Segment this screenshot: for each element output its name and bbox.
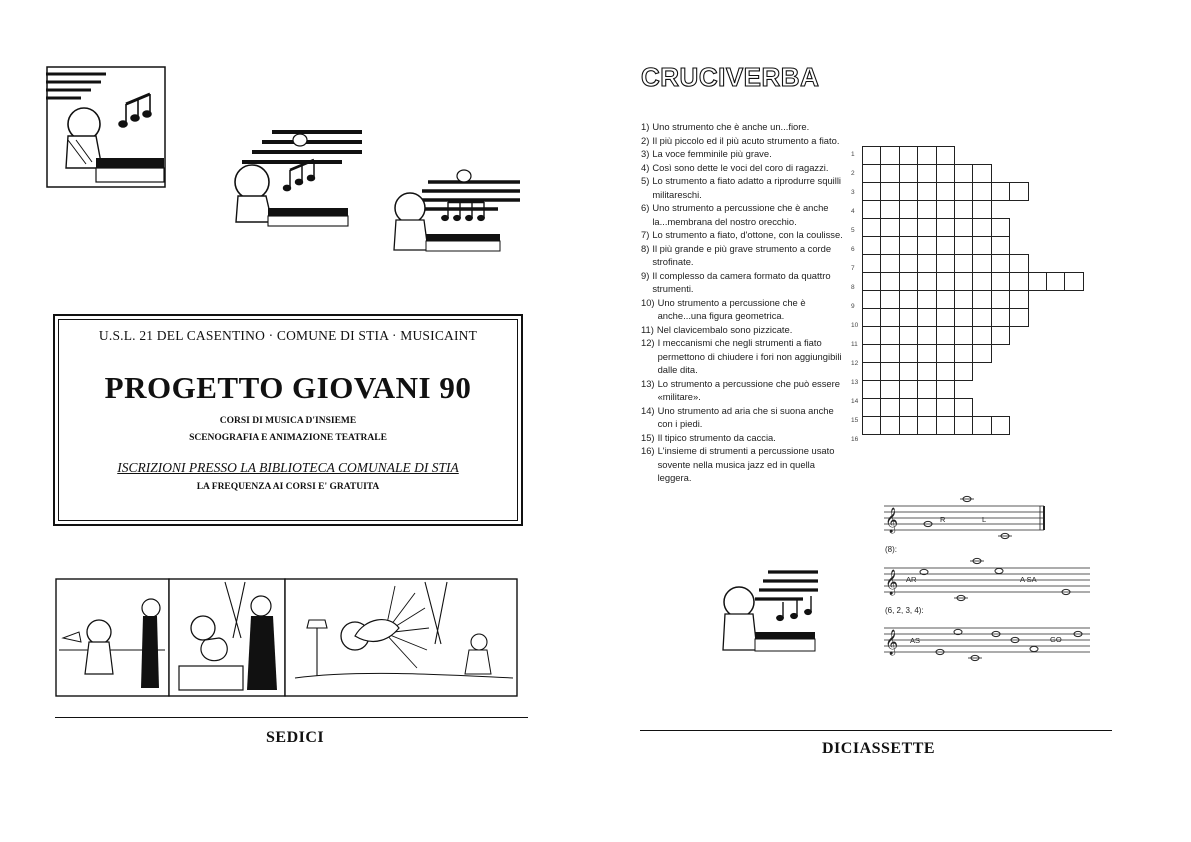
staff2-letters-asa: A SA [1020, 575, 1037, 584]
grid-row [863, 308, 1029, 327]
clue-text: I meccanismi che negli strumenti a fiato permettono di chiudere i fori non aggiungibili dalle dita. [657, 337, 842, 375]
grid-cell[interactable] [862, 362, 881, 381]
grid-cell[interactable] [899, 146, 918, 165]
clue-item [641, 174, 849, 201]
grid-cell[interactable] [954, 236, 973, 255]
grid-cell[interactable] [1028, 272, 1047, 291]
grid-cell[interactable] [972, 272, 991, 291]
clue-text: Nel clavicembalo sono pizzicate. [656, 323, 793, 335]
grid-cell[interactable] [899, 308, 918, 327]
grid-cell[interactable] [917, 416, 936, 435]
clue-number: 15) [641, 431, 655, 443]
grid-row-number: 15 [851, 417, 859, 424]
clue-number: 3) [641, 148, 650, 159]
grid-cell[interactable] [954, 218, 973, 237]
grid-row [863, 146, 955, 165]
grid-row [863, 398, 973, 417]
grid-row [863, 344, 992, 363]
grid-row-number: 13 [851, 379, 859, 386]
grid-cell[interactable] [917, 182, 936, 201]
grid-cell[interactable] [1009, 272, 1028, 291]
grid-cell[interactable] [917, 344, 936, 363]
clue-text: Il complesso da camera formato da quattro strumenti. [652, 269, 831, 294]
clue-item [641, 336, 849, 377]
clue-item [641, 228, 849, 242]
clue-number: 4) [641, 161, 650, 173]
grid-cell[interactable] [936, 344, 955, 363]
grid-cell[interactable] [862, 200, 881, 219]
clue-text: Il tipico strumento da caccia. [657, 431, 776, 443]
svg-text:𝄞: 𝄞 [885, 508, 899, 533]
grid-cell[interactable] [954, 398, 973, 417]
staff2-label: (8): [885, 545, 897, 554]
clue-number: 6) [641, 202, 650, 213]
grid-row-number: 10 [851, 322, 859, 329]
enrollment-info: ISCRIZIONI PRESSO LA BIBLIOTECA COMUNALE DI STIA [117, 460, 459, 475]
grid-cell[interactable] [1046, 272, 1065, 291]
clue-item [641, 296, 849, 323]
clue-item [641, 242, 849, 269]
grid-cell[interactable] [936, 326, 955, 345]
grid-row [863, 290, 1029, 309]
grid-cell[interactable] [936, 146, 955, 165]
grid-cell[interactable] [899, 362, 918, 381]
grid-cell[interactable] [1064, 272, 1083, 291]
grid-cell[interactable] [991, 308, 1010, 327]
clue-text: La voce femminile più grave. [652, 148, 772, 159]
grid-cell[interactable] [1009, 308, 1028, 327]
grid-cell[interactable] [917, 362, 936, 381]
grid-cell[interactable] [954, 182, 973, 201]
grid-row-number: 6 [851, 246, 855, 253]
clue-number: 2) [641, 134, 650, 146]
project-title: PROGETTO GIOVANI 90 [104, 370, 472, 405]
clue-number: 11) [641, 323, 654, 335]
grid-cell[interactable] [862, 254, 881, 273]
clue-number: 8) [641, 242, 650, 254]
clue-text: Lo strumento a percussione che può essere «militare». [657, 377, 840, 402]
grid-cell[interactable] [862, 326, 881, 345]
clue-item [641, 161, 849, 175]
grid-cell[interactable] [899, 218, 918, 237]
clue-number: 5) [641, 175, 650, 186]
grid-row [863, 182, 1029, 201]
grid-cell[interactable] [917, 200, 936, 219]
grid-cell[interactable] [936, 236, 955, 255]
grid-cell[interactable] [954, 164, 973, 183]
clue-text: Uno strumento a percussione che è anche la...membrana del nostro orecchio. [652, 202, 829, 227]
grid-cell[interactable] [862, 416, 881, 435]
crossword-title: CRUCIVERBA [641, 62, 820, 92]
comic-schroeder-bird-notes [378, 164, 520, 256]
grid-cell[interactable] [880, 146, 899, 165]
music-staff-1 [884, 494, 1060, 544]
grid-cell[interactable] [899, 326, 918, 345]
staff3-letters-go: GO [1050, 635, 1062, 644]
clue-text: Il più grande e più grave strumento a corde strofinate. [652, 242, 832, 267]
course-music: CORSI DI MUSICA D'INSIEME [219, 416, 357, 426]
grid-cell[interactable] [954, 272, 973, 291]
grid-cell[interactable] [936, 182, 955, 201]
clue-item [641, 269, 849, 296]
grid-cell[interactable] [917, 272, 936, 291]
grid-cell[interactable] [972, 416, 991, 435]
grid-cell[interactable] [972, 236, 991, 255]
grid-cell[interactable] [936, 380, 955, 399]
grid-cell[interactable] [880, 272, 899, 291]
grid-cell[interactable] [972, 218, 991, 237]
comic-panel-schroeder-piano [46, 66, 166, 188]
clue-item [641, 134, 849, 148]
right-page-number: DICIASSETTE [822, 740, 936, 757]
grid-cell[interactable] [880, 200, 899, 219]
grid-row [863, 254, 1029, 273]
grid-row-number: 11 [851, 341, 858, 348]
grid-cell[interactable] [991, 254, 1010, 273]
clue-number: 1) [641, 121, 650, 132]
grid-cell[interactable] [917, 164, 936, 183]
grid-cell[interactable] [899, 398, 918, 417]
grid-cell[interactable] [917, 236, 936, 255]
music-staff-3 [884, 616, 1104, 666]
clue-item [641, 404, 849, 431]
grid-cell[interactable] [862, 290, 881, 309]
grid-cell[interactable] [917, 380, 936, 399]
grid-row-number: 16 [851, 436, 859, 443]
grid-cell[interactable] [880, 254, 899, 273]
svg-text:𝄞: 𝄞 [885, 570, 899, 595]
grid-cell[interactable] [899, 272, 918, 291]
grid-cell[interactable] [917, 218, 936, 237]
grid-cell[interactable] [1009, 182, 1028, 201]
grid-cell[interactable] [972, 164, 991, 183]
grid-cell[interactable] [936, 254, 955, 273]
clue-number: 13) [641, 377, 655, 389]
staff1-letter-l: L [982, 515, 987, 524]
grid-cell[interactable] [899, 254, 918, 273]
grid-cell[interactable] [880, 362, 899, 381]
clue-number: 10) [641, 296, 655, 308]
grid-cell[interactable] [862, 344, 881, 363]
organizers-line: U.S.L. 21 DEL CASENTINO · COMUNE DI STIA · MUSICAINT [98, 328, 478, 343]
svg-text:𝄞: 𝄞 [885, 630, 899, 655]
grid-cell[interactable] [936, 362, 955, 381]
clue-item [641, 377, 849, 404]
grid-cell[interactable] [917, 290, 936, 309]
clue-item [641, 431, 849, 445]
clue-text: L'insieme di strumenti a percussione usato sovente nella musica jazz ed in quella leggera. [657, 445, 835, 483]
staff2-letters-ar: AR [906, 575, 917, 584]
grid-cell[interactable] [972, 254, 991, 273]
grid-cell[interactable] [880, 218, 899, 237]
clue-text: Lo strumento a fiato adatto a riprodurre squilli militareschi. [652, 175, 841, 200]
clue-item [641, 147, 849, 161]
grid-cell[interactable] [880, 236, 899, 255]
grid-cell[interactable] [917, 326, 936, 345]
comic-strip-tuba [55, 578, 518, 698]
grid-cell[interactable] [862, 272, 881, 291]
grid-cell[interactable] [862, 398, 881, 417]
comic-schroeder-woodstock [212, 122, 362, 228]
grid-row [863, 272, 1084, 291]
grid-cell[interactable] [991, 236, 1010, 255]
grid-row-number: 12 [851, 360, 859, 367]
clue-number: 9) [641, 269, 650, 281]
clue-number: 7) [641, 229, 650, 240]
grid-cell[interactable] [880, 380, 899, 399]
course-announcement-box [53, 314, 523, 526]
grid-cell[interactable] [880, 416, 899, 435]
grid-cell[interactable] [880, 182, 899, 201]
grid-cell[interactable] [862, 146, 881, 165]
grid-row [863, 164, 992, 183]
grid-cell[interactable] [936, 218, 955, 237]
grid-row-number: 7 [851, 265, 855, 272]
grid-cell[interactable] [954, 344, 973, 363]
grid-cell[interactable] [936, 272, 955, 291]
grid-cell[interactable] [972, 326, 991, 345]
grid-row-number: 3 [851, 189, 855, 196]
staff3-label: (6, 2, 3, 4): [885, 606, 924, 615]
grid-cell[interactable] [972, 290, 991, 309]
clue-list [641, 120, 849, 485]
grid-cell[interactable] [954, 416, 973, 435]
grid-row-number: 4 [851, 208, 855, 215]
clue-number: 14) [641, 404, 655, 416]
grid-cell[interactable] [880, 344, 899, 363]
comic-schroeder-small [713, 566, 818, 660]
grid-cell[interactable] [936, 200, 955, 219]
grid-cell[interactable] [899, 290, 918, 309]
grid-cell[interactable] [954, 308, 973, 327]
grid-cell[interactable] [1009, 290, 1028, 309]
grid-cell[interactable] [936, 416, 955, 435]
staff1-letter-r: R [940, 515, 946, 524]
clue-text: Il più piccolo ed il più acuto strumento a fiato. [652, 134, 840, 146]
grid-cell[interactable] [862, 380, 881, 399]
grid-cell[interactable] [862, 236, 881, 255]
clue-number: 12) [641, 337, 655, 348]
grid-cell[interactable] [917, 254, 936, 273]
grid-cell[interactable] [954, 254, 973, 273]
grid-cell[interactable] [880, 398, 899, 417]
left-page-number: SEDICI [266, 729, 325, 746]
grid-cell[interactable] [972, 200, 991, 219]
grid-cell[interactable] [991, 182, 1010, 201]
left-footer-rule [55, 717, 528, 718]
grid-cell[interactable] [899, 200, 918, 219]
grid-cell[interactable] [880, 164, 899, 183]
grid-cell[interactable] [991, 218, 1010, 237]
grid-cell[interactable] [899, 236, 918, 255]
grid-cell[interactable] [991, 326, 1010, 345]
grid-cell[interactable] [972, 308, 991, 327]
grid-cell[interactable] [917, 308, 936, 327]
grid-row-number: 9 [851, 303, 855, 310]
grid-cell[interactable] [899, 182, 918, 201]
staff3-letters-as: AS [910, 636, 921, 645]
grid-cell[interactable] [954, 290, 973, 309]
grid-cell[interactable] [991, 272, 1010, 291]
grid-row [863, 236, 1010, 255]
grid-cell[interactable] [1009, 254, 1028, 273]
grid-row [863, 362, 973, 381]
course-theatre: SCENOGRAFIA E ANIMAZIONE TEATRALE [189, 433, 387, 443]
inner-frame [58, 319, 518, 521]
grid-cell[interactable] [917, 146, 936, 165]
grid-cell[interactable] [936, 308, 955, 327]
grid-cell[interactable] [954, 362, 973, 381]
clue-item [641, 201, 849, 228]
grid-cell[interactable] [972, 182, 991, 201]
grid-row [863, 326, 1010, 345]
clue-item [641, 444, 849, 485]
grid-cell[interactable] [899, 164, 918, 183]
music-staff-2 [884, 556, 1104, 606]
clue-text: Lo strumento a fiato, d'ottone, con la coulisse. [652, 229, 843, 240]
grid-cell[interactable] [917, 398, 936, 417]
grid-cell[interactable] [880, 326, 899, 345]
clue-item [641, 120, 849, 134]
grid-row-number: 2 [851, 170, 855, 177]
clue-text: Uno strumento a percussione che è anche...una figura geometrica. [657, 296, 806, 321]
grid-cell[interactable] [899, 380, 918, 399]
grid-cell[interactable] [862, 164, 881, 183]
grid-row-number: 5 [851, 227, 855, 234]
attendance-free: LA FREQUENZA AI CORSI E' GRATUITA [196, 482, 380, 492]
grid-cell[interactable] [862, 308, 881, 327]
grid-cell[interactable] [972, 344, 991, 363]
grid-cell[interactable] [899, 344, 918, 363]
grid-cell[interactable] [899, 416, 918, 435]
grid-cell[interactable] [936, 398, 955, 417]
grid-row-number: 8 [851, 284, 855, 291]
grid-cell[interactable] [862, 218, 881, 237]
grid-cell[interactable] [936, 290, 955, 309]
grid-row [863, 416, 1010, 435]
grid-row [863, 218, 1010, 237]
grid-cell[interactable] [954, 200, 973, 219]
clue-text: Così sono dette le voci del coro di ragazzi. [652, 161, 829, 173]
grid-cell[interactable] [880, 308, 899, 327]
right-footer-rule [640, 730, 1112, 731]
grid-cell[interactable] [991, 290, 1010, 309]
grid-cell[interactable] [991, 416, 1010, 435]
grid-cell[interactable] [880, 290, 899, 309]
grid-row [863, 200, 992, 219]
grid-row [863, 380, 955, 399]
clue-item [641, 323, 849, 337]
grid-row-number: 1 [851, 151, 855, 158]
grid-cell[interactable] [954, 326, 973, 345]
clue-number: 16) [641, 445, 655, 456]
clue-text: Uno strumento che è anche un...fiore. [652, 121, 810, 132]
grid-cell[interactable] [862, 182, 881, 201]
grid-row-number: 14 [851, 398, 859, 405]
clue-text: Uno strumento ad aria che si suona anche con i piedi. [657, 404, 834, 429]
grid-cell[interactable] [936, 164, 955, 183]
